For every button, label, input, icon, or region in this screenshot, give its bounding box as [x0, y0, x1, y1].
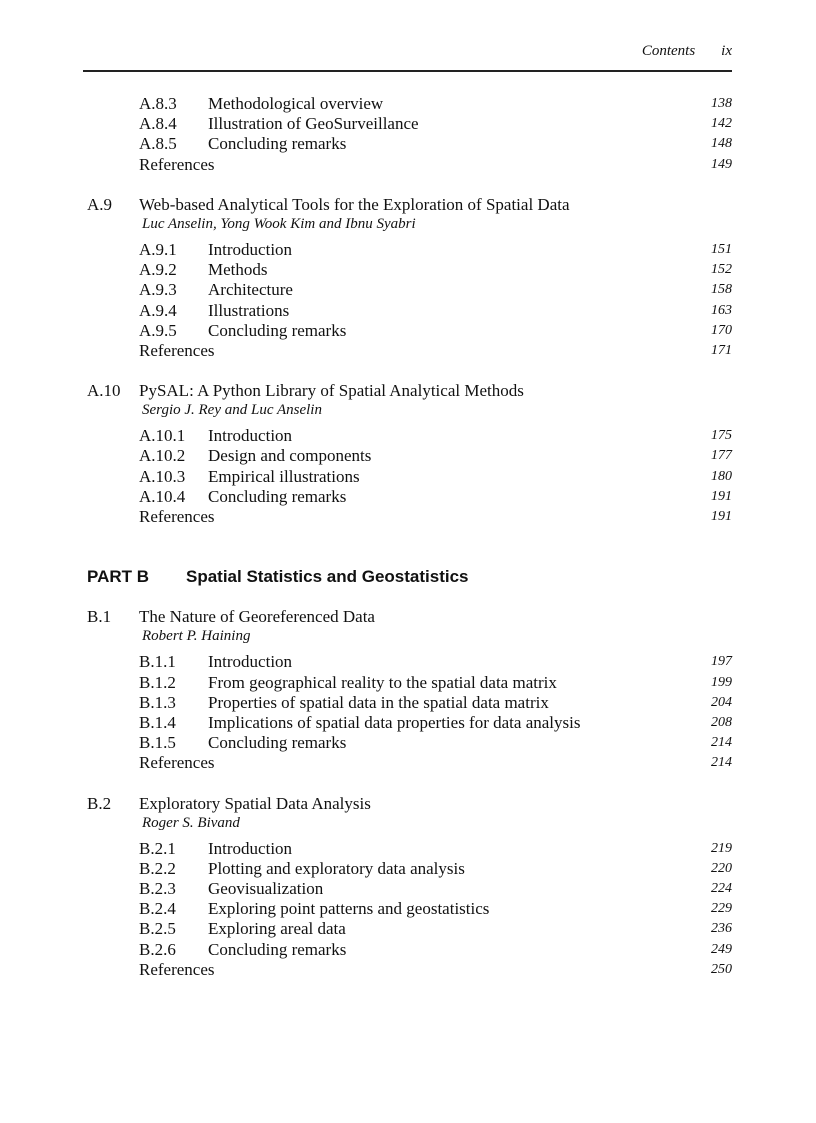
toc-entry[interactable]	[0, 507, 816, 527]
page-number: 175	[711, 428, 732, 444]
toc-entry[interactable]	[0, 899, 816, 919]
section-title: Exploring point patterns and geostatistics	[208, 899, 490, 919]
references-label: References	[139, 753, 215, 773]
page-number: 214	[711, 755, 732, 771]
section-list	[0, 839, 816, 980]
section-number: B.1.5	[139, 733, 176, 753]
page-number: 249	[711, 941, 732, 957]
page-number: ix	[721, 43, 732, 59]
page-number: 142	[711, 116, 732, 132]
chapter-number: B.2	[87, 793, 112, 813]
section-title: Architecture	[208, 280, 293, 300]
section-number: A.10.3	[139, 466, 186, 486]
part-title: Spatial Statistics and Geostatistics	[186, 567, 469, 587]
section-title: Concluding remarks	[208, 486, 347, 506]
chapter-heading[interactable]	[0, 195, 816, 215]
chapter-authors	[0, 215, 816, 234]
section-title: Introduction	[208, 652, 293, 672]
table-of-contents	[0, 94, 816, 980]
section-number: B.2.2	[139, 858, 176, 878]
page-number: 170	[711, 322, 732, 338]
chapter-entry	[0, 195, 816, 361]
chapter-entry	[0, 794, 816, 981]
chapter-entry	[0, 381, 816, 527]
running-header	[642, 43, 732, 60]
toc-entry[interactable]	[0, 652, 816, 672]
chapter-heading[interactable]	[0, 607, 816, 627]
page-number: 250	[711, 961, 732, 977]
chapter-heading[interactable]	[0, 381, 816, 401]
references-label: References	[139, 340, 215, 360]
section-number: B.2.5	[139, 919, 176, 939]
section-number: B.1.1	[139, 652, 176, 672]
toc-entry[interactable]	[0, 301, 816, 321]
section-list	[0, 426, 816, 527]
toc-entry[interactable]	[0, 919, 816, 939]
toc-entry[interactable]	[0, 733, 816, 753]
section-title: Properties of spatial data in the spatial data matrix	[208, 692, 549, 712]
toc-entry[interactable]	[0, 426, 816, 446]
toc-entry[interactable]	[0, 693, 816, 713]
section-title: Concluding remarks	[208, 939, 347, 959]
section-number: B.2.1	[139, 838, 176, 858]
section-number: A.9.2	[139, 260, 177, 280]
toc-entry[interactable]	[0, 859, 816, 879]
author-names: Robert P. Haining	[142, 628, 251, 645]
section-number: A.10.2	[139, 446, 186, 466]
section-title: Introduction	[208, 426, 293, 446]
running-header-label: Contents	[641, 43, 696, 59]
chapter-authors	[0, 627, 816, 646]
toc-entry[interactable]	[0, 114, 816, 134]
page-number: 180	[711, 468, 732, 484]
page-number: 224	[711, 881, 732, 897]
section-title: Methods	[208, 260, 268, 280]
section-number: B.2.4	[139, 899, 176, 919]
section-title: Geovisualization	[208, 879, 324, 899]
toc-entry[interactable]	[0, 839, 816, 859]
page-number: 204	[711, 694, 732, 710]
page-number: 191	[711, 509, 732, 524]
section-number: B.2.6	[139, 939, 176, 959]
toc-entry[interactable]	[0, 240, 816, 260]
chapter-title: Web-based Analytical Tools for the Exploration of Spatial Data	[139, 194, 570, 214]
section-title: From geographical reality to the spatial data matrix	[208, 672, 557, 692]
section-number: A.10.1	[139, 426, 186, 446]
chapter-entry	[0, 607, 816, 773]
header-rule	[83, 70, 732, 72]
page-number: 177	[711, 448, 732, 464]
section-list	[0, 94, 816, 175]
section-title: Empirical illustrations	[208, 466, 360, 486]
section-title: Illustrations	[208, 300, 290, 320]
page-number: 214	[711, 735, 732, 751]
chapter-authors	[0, 814, 816, 833]
section-title: Introduction	[208, 239, 293, 259]
references-label: References	[139, 154, 215, 174]
author-names: Luc Anselin, Yong Wook Kim and Ibnu Syabri	[142, 215, 416, 232]
chapter-title: The Nature of Georeferenced Data	[139, 607, 375, 627]
toc-entry[interactable]	[0, 280, 816, 300]
section-title: Concluding remarks	[208, 320, 347, 340]
chapter-title: PySAL: A Python Library of Spatial Analytical Methods	[139, 381, 524, 401]
section-number: A.8.3	[139, 94, 177, 113]
page-number: 229	[711, 901, 732, 917]
references-label: References	[139, 507, 215, 526]
section-title: Implications of spatial data properties for data analysis	[208, 712, 581, 732]
page-number: 151	[711, 241, 732, 257]
toc-entry[interactable]	[0, 134, 816, 154]
section-list	[0, 240, 816, 361]
section-number: B.2.3	[139, 879, 176, 899]
toc-entry[interactable]	[0, 753, 816, 773]
page-number: 138	[711, 96, 732, 111]
page-number: 171	[711, 342, 732, 358]
section-title: Concluding remarks	[208, 733, 347, 753]
section-number: A.10.4	[139, 486, 186, 506]
page-number: 158	[711, 282, 732, 298]
part-heading	[0, 567, 816, 587]
section-title: Plotting and exploratory data analysis	[208, 858, 465, 878]
page-number: 236	[711, 921, 732, 937]
section-title: Introduction	[208, 838, 293, 858]
toc-entry[interactable]	[0, 467, 816, 487]
references-label: References	[139, 959, 215, 979]
section-number: B.1.2	[139, 672, 176, 692]
section-number: A.9.4	[139, 300, 177, 320]
page-number: 197	[711, 654, 732, 670]
section-number: A.8.5	[139, 134, 177, 154]
page-number: 199	[711, 674, 732, 690]
toc-entry[interactable]	[0, 940, 816, 960]
section-number: A.9.1	[139, 239, 177, 259]
section-number: B.1.4	[139, 712, 176, 732]
section-title: Illustration of GeoSurveillance	[208, 114, 419, 134]
chapter-number: A.10	[87, 381, 121, 401]
part-label: PART B	[87, 567, 150, 587]
toc-entry[interactable]	[0, 341, 816, 361]
chapter-heading[interactable]	[0, 794, 816, 814]
page-number: 208	[711, 714, 732, 730]
chapter-number: B.1	[87, 607, 112, 627]
toc-entry[interactable]	[0, 713, 816, 733]
page-number: 148	[711, 136, 732, 152]
toc-entry[interactable]	[0, 321, 816, 341]
page-number: 149	[711, 156, 732, 172]
section-number: A.9.5	[139, 320, 177, 340]
toc-entry[interactable]	[0, 260, 816, 280]
toc-entry[interactable]	[0, 446, 816, 466]
section-number: B.1.3	[139, 692, 176, 712]
section-title: Design and components	[208, 446, 372, 466]
page-number: 152	[711, 262, 732, 278]
page-number: 220	[711, 860, 732, 876]
section-number: A.8.4	[139, 114, 177, 134]
page-number: 163	[711, 302, 732, 318]
page-number: 219	[711, 840, 732, 856]
toc-entry[interactable]	[0, 487, 816, 507]
toc-entry[interactable]	[0, 960, 816, 980]
toc-entry[interactable]	[0, 673, 816, 693]
section-title: Methodological overview	[208, 94, 384, 113]
author-names: Roger S. Bivand	[142, 814, 240, 831]
chapter-number: A.9	[87, 194, 113, 214]
section-number: A.9.3	[139, 280, 177, 300]
section-list	[0, 652, 816, 773]
section-title: Concluding remarks	[208, 134, 347, 154]
section-title: Exploring areal data	[208, 919, 346, 939]
chapter-title: Exploratory Spatial Data Analysis	[139, 793, 371, 813]
chapter-authors	[0, 401, 816, 420]
toc-entry[interactable]	[0, 94, 816, 114]
page-number: 191	[711, 488, 732, 504]
toc-entry[interactable]	[0, 879, 816, 899]
toc-entry[interactable]	[0, 155, 816, 175]
author-names: Sergio J. Rey and Luc Anselin	[142, 402, 322, 419]
